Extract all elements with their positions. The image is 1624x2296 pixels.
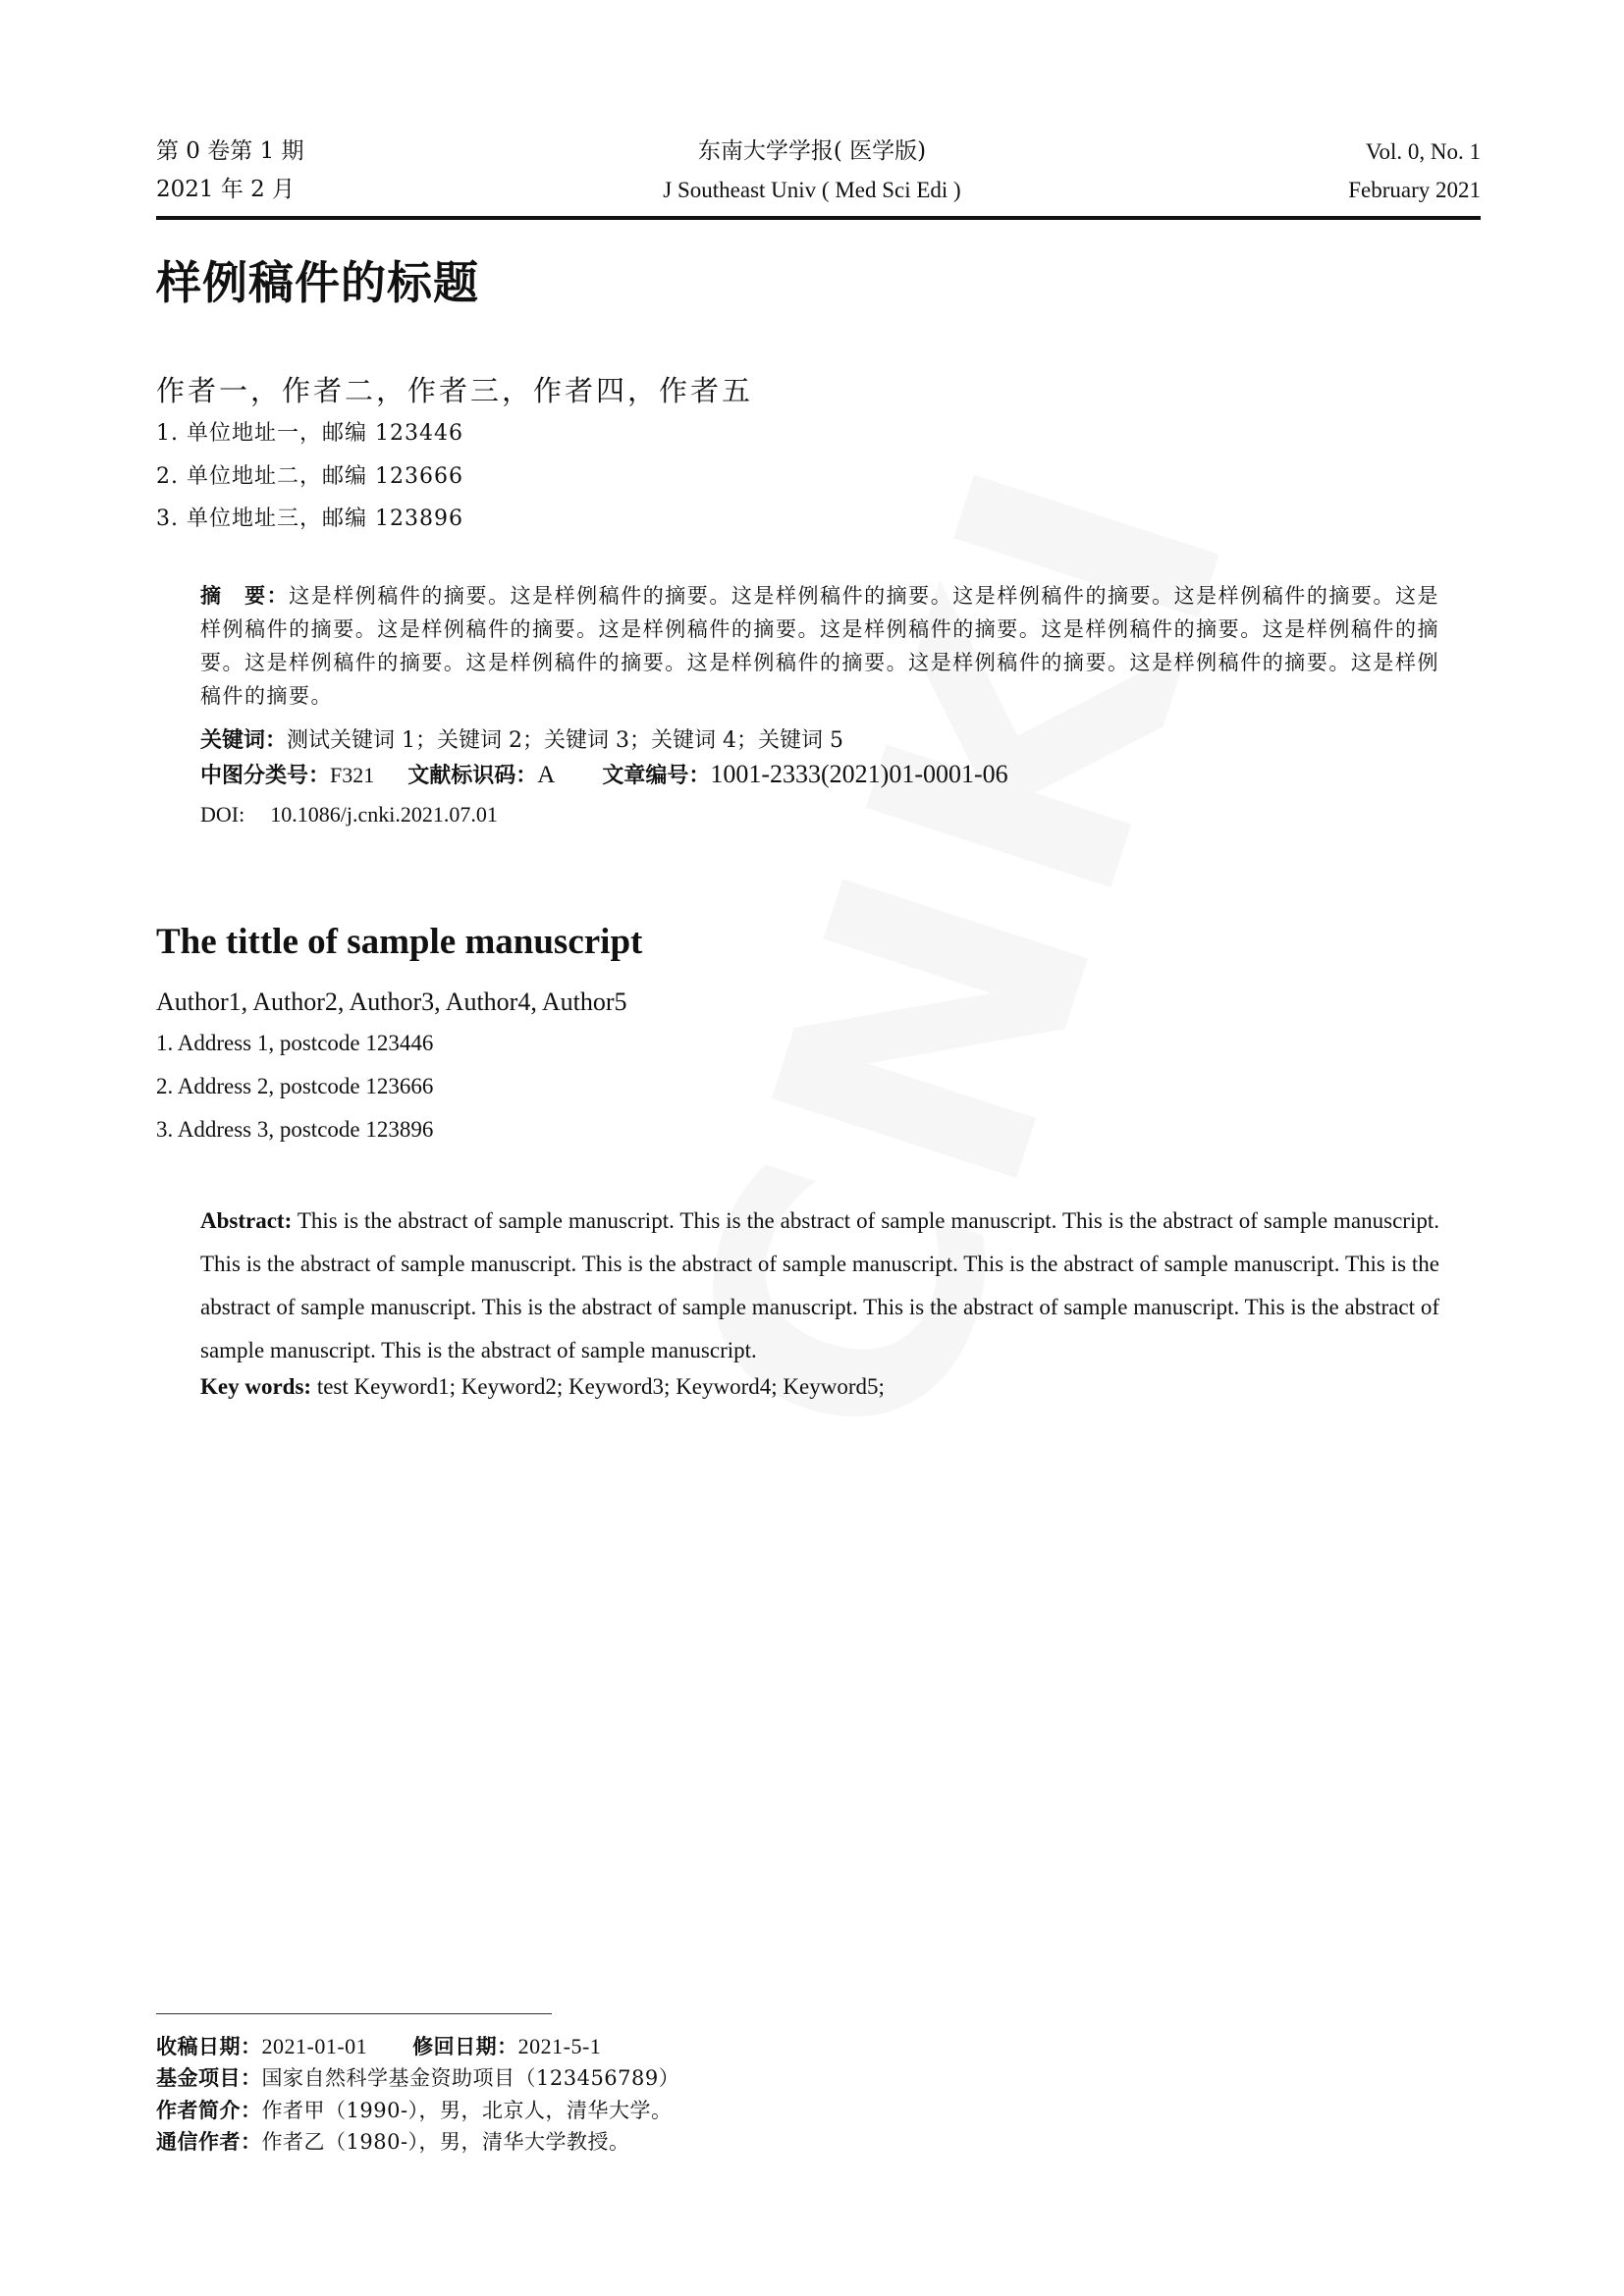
fund-label: 基金项目： bbox=[156, 2066, 262, 2090]
en-keywords-text: test Keyword1; Keyword2; Keyword3; Keyword4; Keyword5; bbox=[311, 1374, 885, 1399]
cn-doi-value: 10.1086/j.cnki.2021.07.01 bbox=[270, 802, 498, 827]
cn-title: 样例稿件的标题 bbox=[156, 256, 479, 309]
footnote-dates bbox=[156, 2031, 601, 2060]
author-bio-label: 作者简介： bbox=[156, 2099, 262, 2122]
cn-keywords bbox=[200, 723, 843, 754]
cn-doc-code-value: A bbox=[537, 762, 556, 788]
footnote-rule bbox=[156, 2013, 552, 2014]
received-value: 2021-01-01 bbox=[261, 2034, 368, 2058]
header-date-en: February 2021 bbox=[1348, 178, 1481, 202]
corresponding-value: 作者乙（1980-），男，清华大学教授。 bbox=[261, 2130, 630, 2154]
revised-value: 2021-5-1 bbox=[517, 2034, 602, 2058]
en-authors: Author1, Author2, Author3, Author4, Author5 bbox=[156, 988, 627, 1016]
header-volume-en: Vol. 0, No. 1 bbox=[1365, 139, 1481, 164]
received-label: 收稿日期： bbox=[156, 2035, 262, 2058]
en-abstract-text: This is the abstract of sample manuscript. This is the abstract of sample manuscript. This is the abstract of sample manuscript. This is the abstract of sample manuscript. This is the abstract of sample manuscript. This is the abstract of sample manuscript. This is the abstract of sample manuscript. This is the abstract of sample manuscript. This is the abstract of sample manuscript. This is the abstract of sample manuscript. This is the abstract of sample manuscript. bbox=[200, 1208, 1439, 1362]
cn-affiliation-2: 2. 单位地址二，邮编 123666 bbox=[156, 464, 463, 489]
en-keywords-label: Key words: bbox=[200, 1374, 312, 1399]
cn-doi-line bbox=[200, 802, 498, 828]
cn-abstract-text: 这是样例稿件的摘要。这是样例稿件的摘要。这是样例稿件的摘要。这是样例稿件的摘要。这是样例稿件的摘要。这是样例稿件的摘要。这是样例稿件的摘要。这是样例稿件的摘要。这是样例稿件的摘要。这是样例稿件的摘要。这是样例稿件的摘要。这是样例稿件的摘要。这是样例稿件的摘要。这是样例稿件的摘要。这是样例稿件的摘要。这是样例稿件的摘要。这是样例稿件的摘要。 bbox=[200, 584, 1440, 708]
cn-article-no-value: 1001-2333(2021)01-0001-06 bbox=[710, 760, 1008, 788]
header-date-cn: 2021 年 2 月 bbox=[156, 177, 296, 202]
cn-classification-line bbox=[200, 759, 1008, 789]
footnote-author-bio bbox=[156, 2095, 673, 2124]
cn-keywords-text: 测试关键词 1；关键词 2；关键词 3；关键词 4；关键词 5 bbox=[287, 728, 843, 753]
en-abstract bbox=[200, 1200, 1439, 1372]
cn-affiliation-3: 3. 单位地址三，邮编 123896 bbox=[156, 507, 463, 531]
cn-keywords-label: 关键词： bbox=[200, 728, 288, 753]
en-abstract-label: Abstract: bbox=[200, 1208, 293, 1233]
cn-abstract bbox=[200, 579, 1439, 713]
cn-abstract-label: 摘 要： bbox=[200, 584, 290, 608]
cn-clc-label: 中图分类号： bbox=[200, 764, 331, 788]
en-affiliation-2: 2. Address 2, postcode 123666 bbox=[156, 1074, 434, 1098]
en-affiliation-1: 1. Address 1, postcode 123446 bbox=[156, 1031, 434, 1055]
cn-clc-value: F321 bbox=[330, 763, 375, 787]
en-title: The tittle of sample manuscript bbox=[156, 922, 643, 962]
header-volume-cn: 第 0 卷第 1 期 bbox=[156, 138, 304, 164]
footnote-fund bbox=[156, 2062, 679, 2092]
cn-affiliation-1: 1. 单位地址一，邮编 123446 bbox=[156, 421, 463, 446]
author-bio-value: 作者甲（1990-），男，北京人，清华大学。 bbox=[261, 2099, 673, 2122]
cn-doc-code-label: 文献标识码： bbox=[407, 764, 538, 788]
revised-label: 修回日期： bbox=[412, 2035, 518, 2058]
corresponding-label: 通信作者： bbox=[156, 2130, 262, 2154]
en-affiliation-3: 3. Address 3, postcode 123896 bbox=[156, 1117, 434, 1142]
cn-authors: 作者一，作者二，作者三，作者四，作者五 bbox=[156, 374, 754, 407]
cn-doi-label: DOI: bbox=[200, 802, 245, 827]
header-journal-en: J Southeast Univ ( Med Sci Edi ) bbox=[663, 178, 961, 202]
en-keywords bbox=[200, 1374, 885, 1400]
fund-value: 国家自然科学基金资助项目（123456789） bbox=[261, 2066, 680, 2090]
cn-article-no-label: 文章编号： bbox=[602, 764, 711, 788]
footnote-corresponding bbox=[156, 2126, 630, 2156]
header-journal-cn: 东南大学学报( 医学版) bbox=[697, 138, 927, 164]
header-rule bbox=[156, 216, 1481, 220]
